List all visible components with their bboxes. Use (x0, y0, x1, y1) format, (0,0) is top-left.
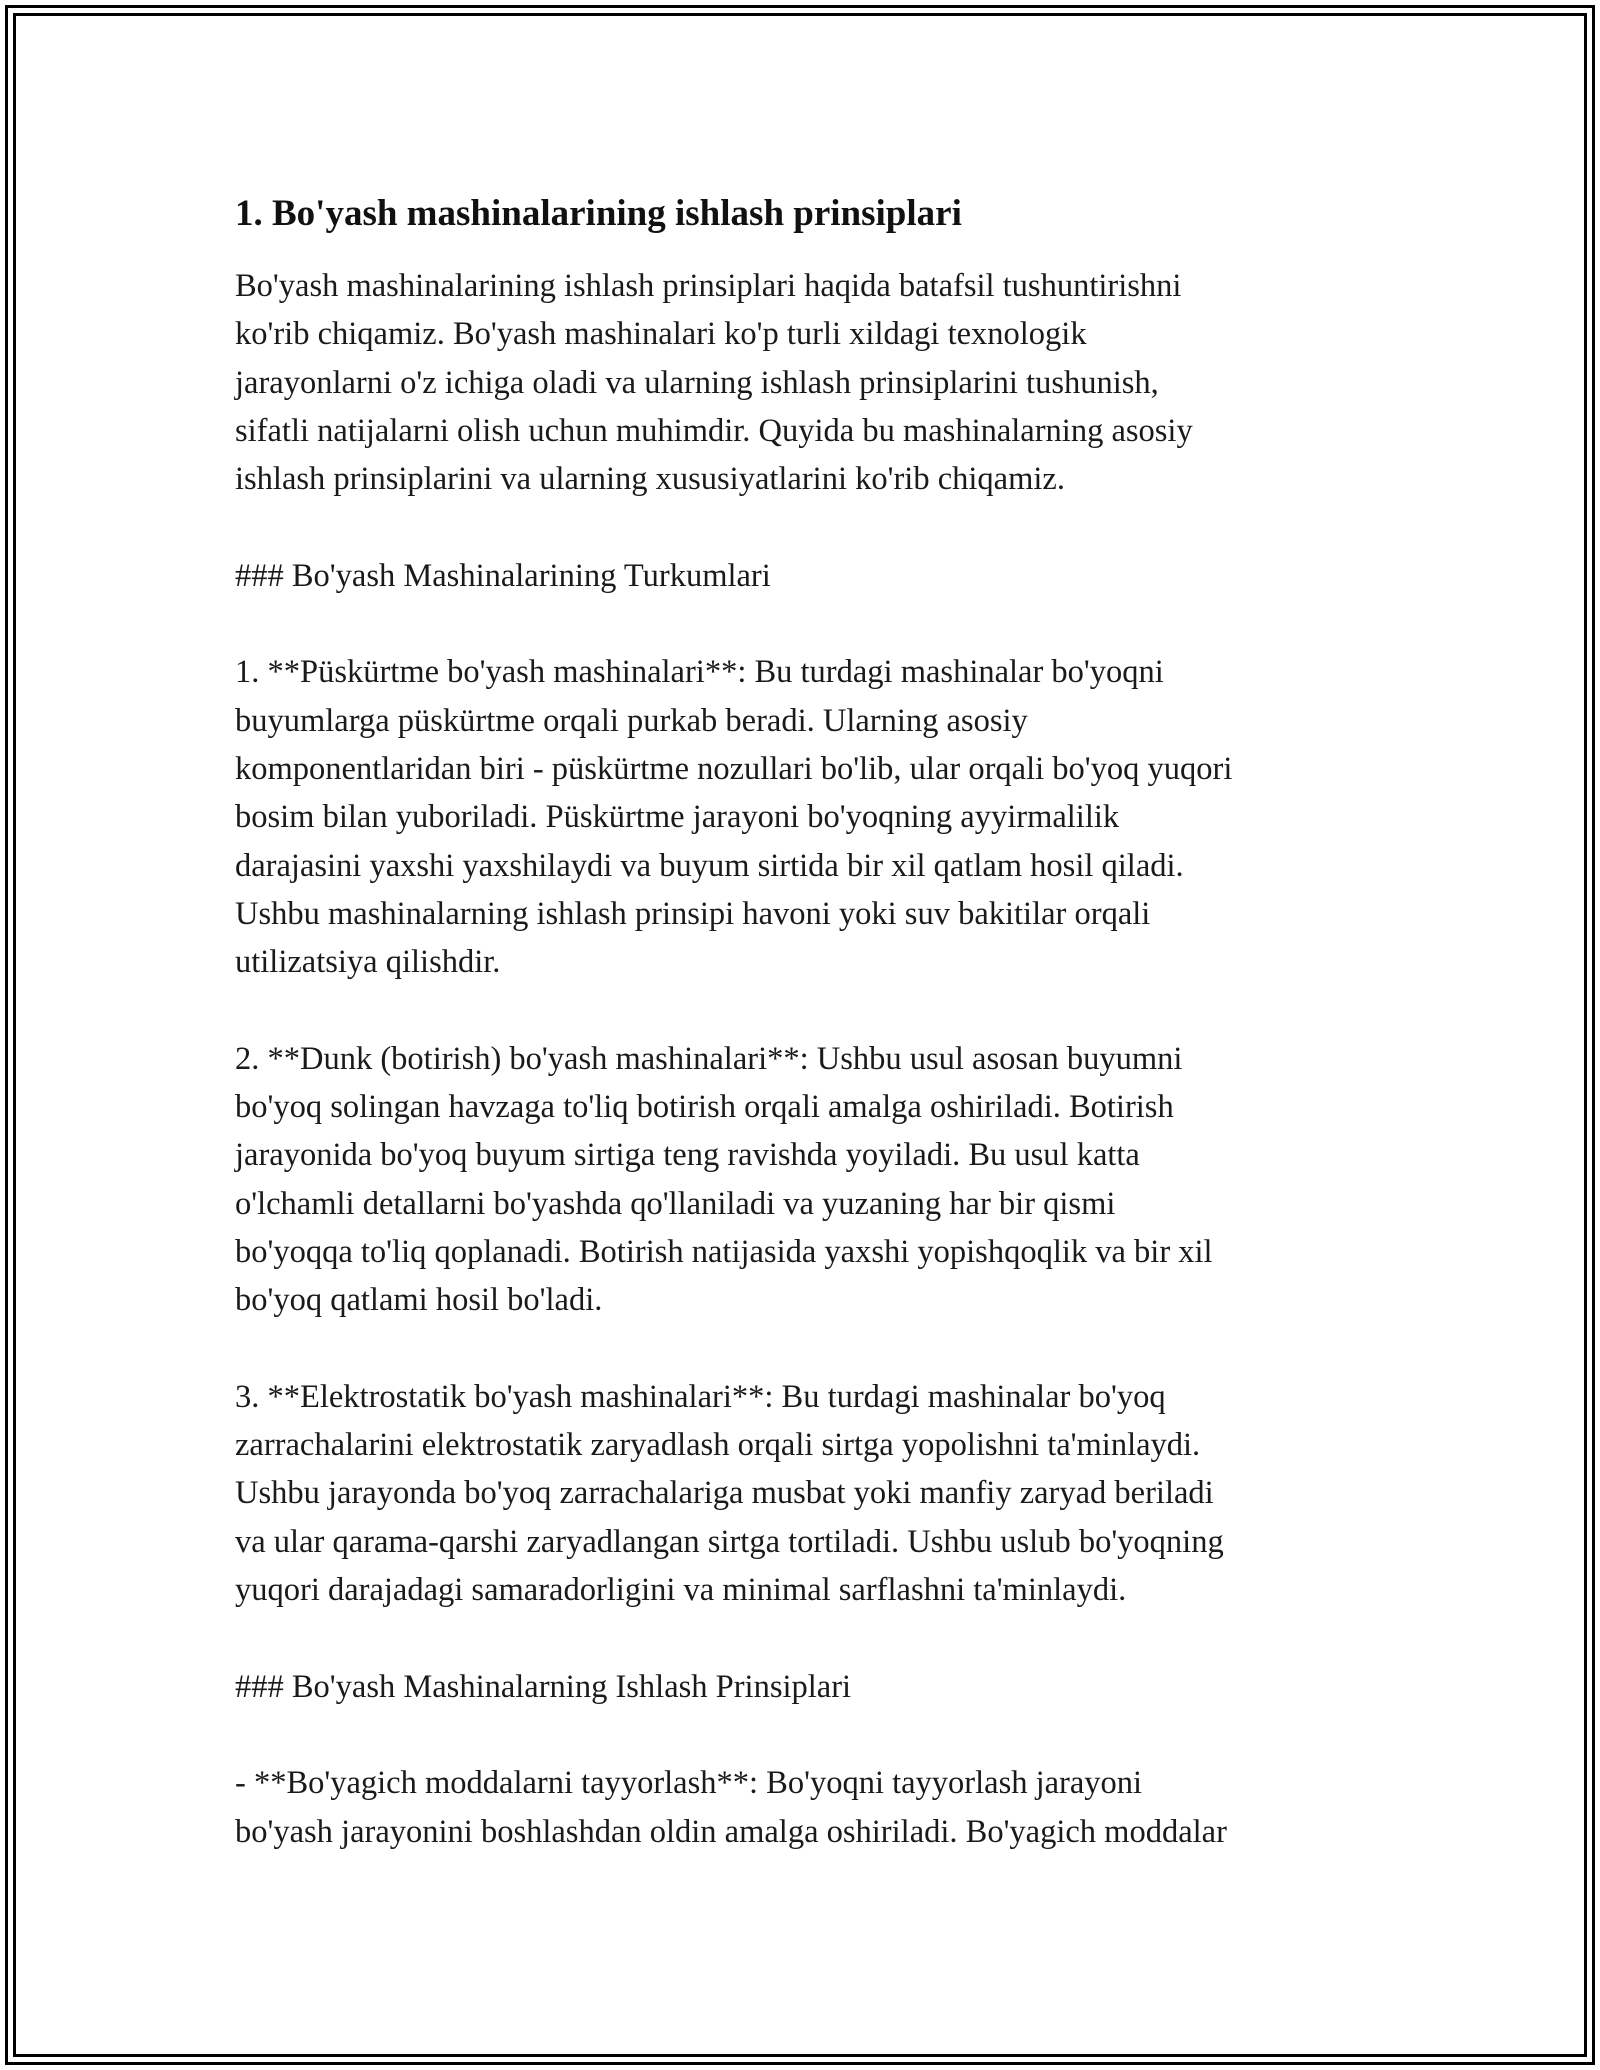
text-line: ### Bo'yash Mashinalarning Ishlash Prinsiplari (235, 1668, 852, 1705)
text-line: Ushbu mashinalarning ishlash prinsipi havoni yoki suv bakitilar orqali (235, 895, 1151, 932)
text-line: sifatli natijalarni olish uchun muhimdir. Quyida bu mashinalarning asosiy (235, 412, 1193, 449)
text-line: jarayonida bo'yoq buyum sirtiga teng ravishda yoyiladi. Bu usul katta (235, 1137, 1140, 1174)
text-line: va ular qarama-qarshi zaryadlangan sirtga tortiladi. Ushbu uslub bo'yoqning (235, 1523, 1224, 1560)
paragraph-gap (235, 600, 1375, 648)
text-line: o'lchamli detallarni bo'yashda qo'llaniladi va yuzaning har bir qismi (235, 1185, 1116, 1222)
text-line: 3. **Elektrostatik bo'yash mashinalari**: Bu turdagi mashinalar bo'yoq (235, 1378, 1166, 1415)
text-line: komponentlaridan biri - püskürtme nozullari bo'lib, ular orqali bo'yoq yuqori (235, 750, 1233, 787)
text-line: bo'yoq qatlami hosil bo'ladi. (235, 1282, 603, 1319)
text-line: ### Bo'yash Mashinalarining Turkumlari (235, 557, 771, 594)
text-line: - **Bo'yagich moddalarni tayyorlash**: Bo'yoqni tayyorlash jarayoni (235, 1765, 1143, 1802)
text-line: Bo'yash mashinalarining ishlash prinsiplari haqida batafsil tushuntirishni (235, 268, 1182, 304)
text-line: bo'yash jarayonini boshlashdan oldin amalga oshiriladi. Bo'yagich moddalar (235, 1813, 1227, 1850)
section-heading: 1. Bo'yash mashinalarining ishlash prinsiplari (235, 193, 962, 234)
text-line: 2. **Dunk (botirish) bo'yash mashinalari**: Ushbu usul asosan buyumni (235, 1040, 1183, 1077)
text-line: darajasini yaxshi yaxshilaydi va buyum sirtida bir xil qatlam hosil qiladi. (235, 847, 1184, 884)
subheading-ishlash-prinsiplari (235, 1663, 1375, 1711)
paragraph-gap (235, 1711, 1375, 1759)
paragraph-intro (235, 262, 1375, 503)
subheading-turkumlari (235, 552, 1375, 600)
text-line: 1. **Püskürtme bo'yash mashinalari**: Bu turdagi mashinalar bo'yoqni (235, 654, 1164, 691)
paragraph-gap (235, 986, 1375, 1034)
paragraph-puskurtme (235, 648, 1375, 986)
paragraph-boyagich (235, 1759, 1375, 1856)
paragraph-gap (235, 1614, 1375, 1662)
text-line: ko'rib chiqamiz. Bo'yash mashinalari ko'p turli xildagi texnologik (235, 316, 1087, 353)
text-line: zarrachalarini elektrostatik zaryadlash orqali sirtga yopolishni ta'minlaydi. (235, 1427, 1201, 1464)
paragraph-dunk (235, 1035, 1375, 1325)
text-line: utilizatsiya qilishdir. (235, 944, 501, 981)
text-line: jarayonlarni o'z ichiga oladi va ularning ishlash prinsiplarini tushunish, (235, 364, 1159, 401)
text-line: bo'yoq solingan havzaga to'liq botirish orqali amalga oshiriladi. Botirish (235, 1089, 1174, 1126)
document-body (235, 186, 1375, 1856)
text-line: bo'yoqqa to'liq qoplanadi. Botirish natijasida yaxshi yopishqoqlik va bir xil (235, 1233, 1213, 1270)
text-line: yuqori darajadagi samaradorligini va minimal sarflashni ta'minlaydi. (235, 1572, 1127, 1609)
text-line: ishlash prinsiplarini va ularning xususiyatlarini ko'rib chiqamiz. (235, 461, 1065, 498)
paragraph-gap (235, 503, 1375, 551)
text-line: Ushbu jarayonda bo'yoq zarrachalariga musbat yoki manfiy zaryad beriladi (235, 1475, 1214, 1512)
text-line: bosim bilan yuboriladi. Püskürtme jarayoni bo'yoqning ayyirmalilik (235, 799, 1120, 836)
paragraph-gap (235, 1325, 1375, 1373)
text-line: buyumlarga püskürtme orqali purkab beradi. Ularning asosiy (235, 702, 1028, 739)
paragraph-elektrostatik (235, 1373, 1375, 1614)
